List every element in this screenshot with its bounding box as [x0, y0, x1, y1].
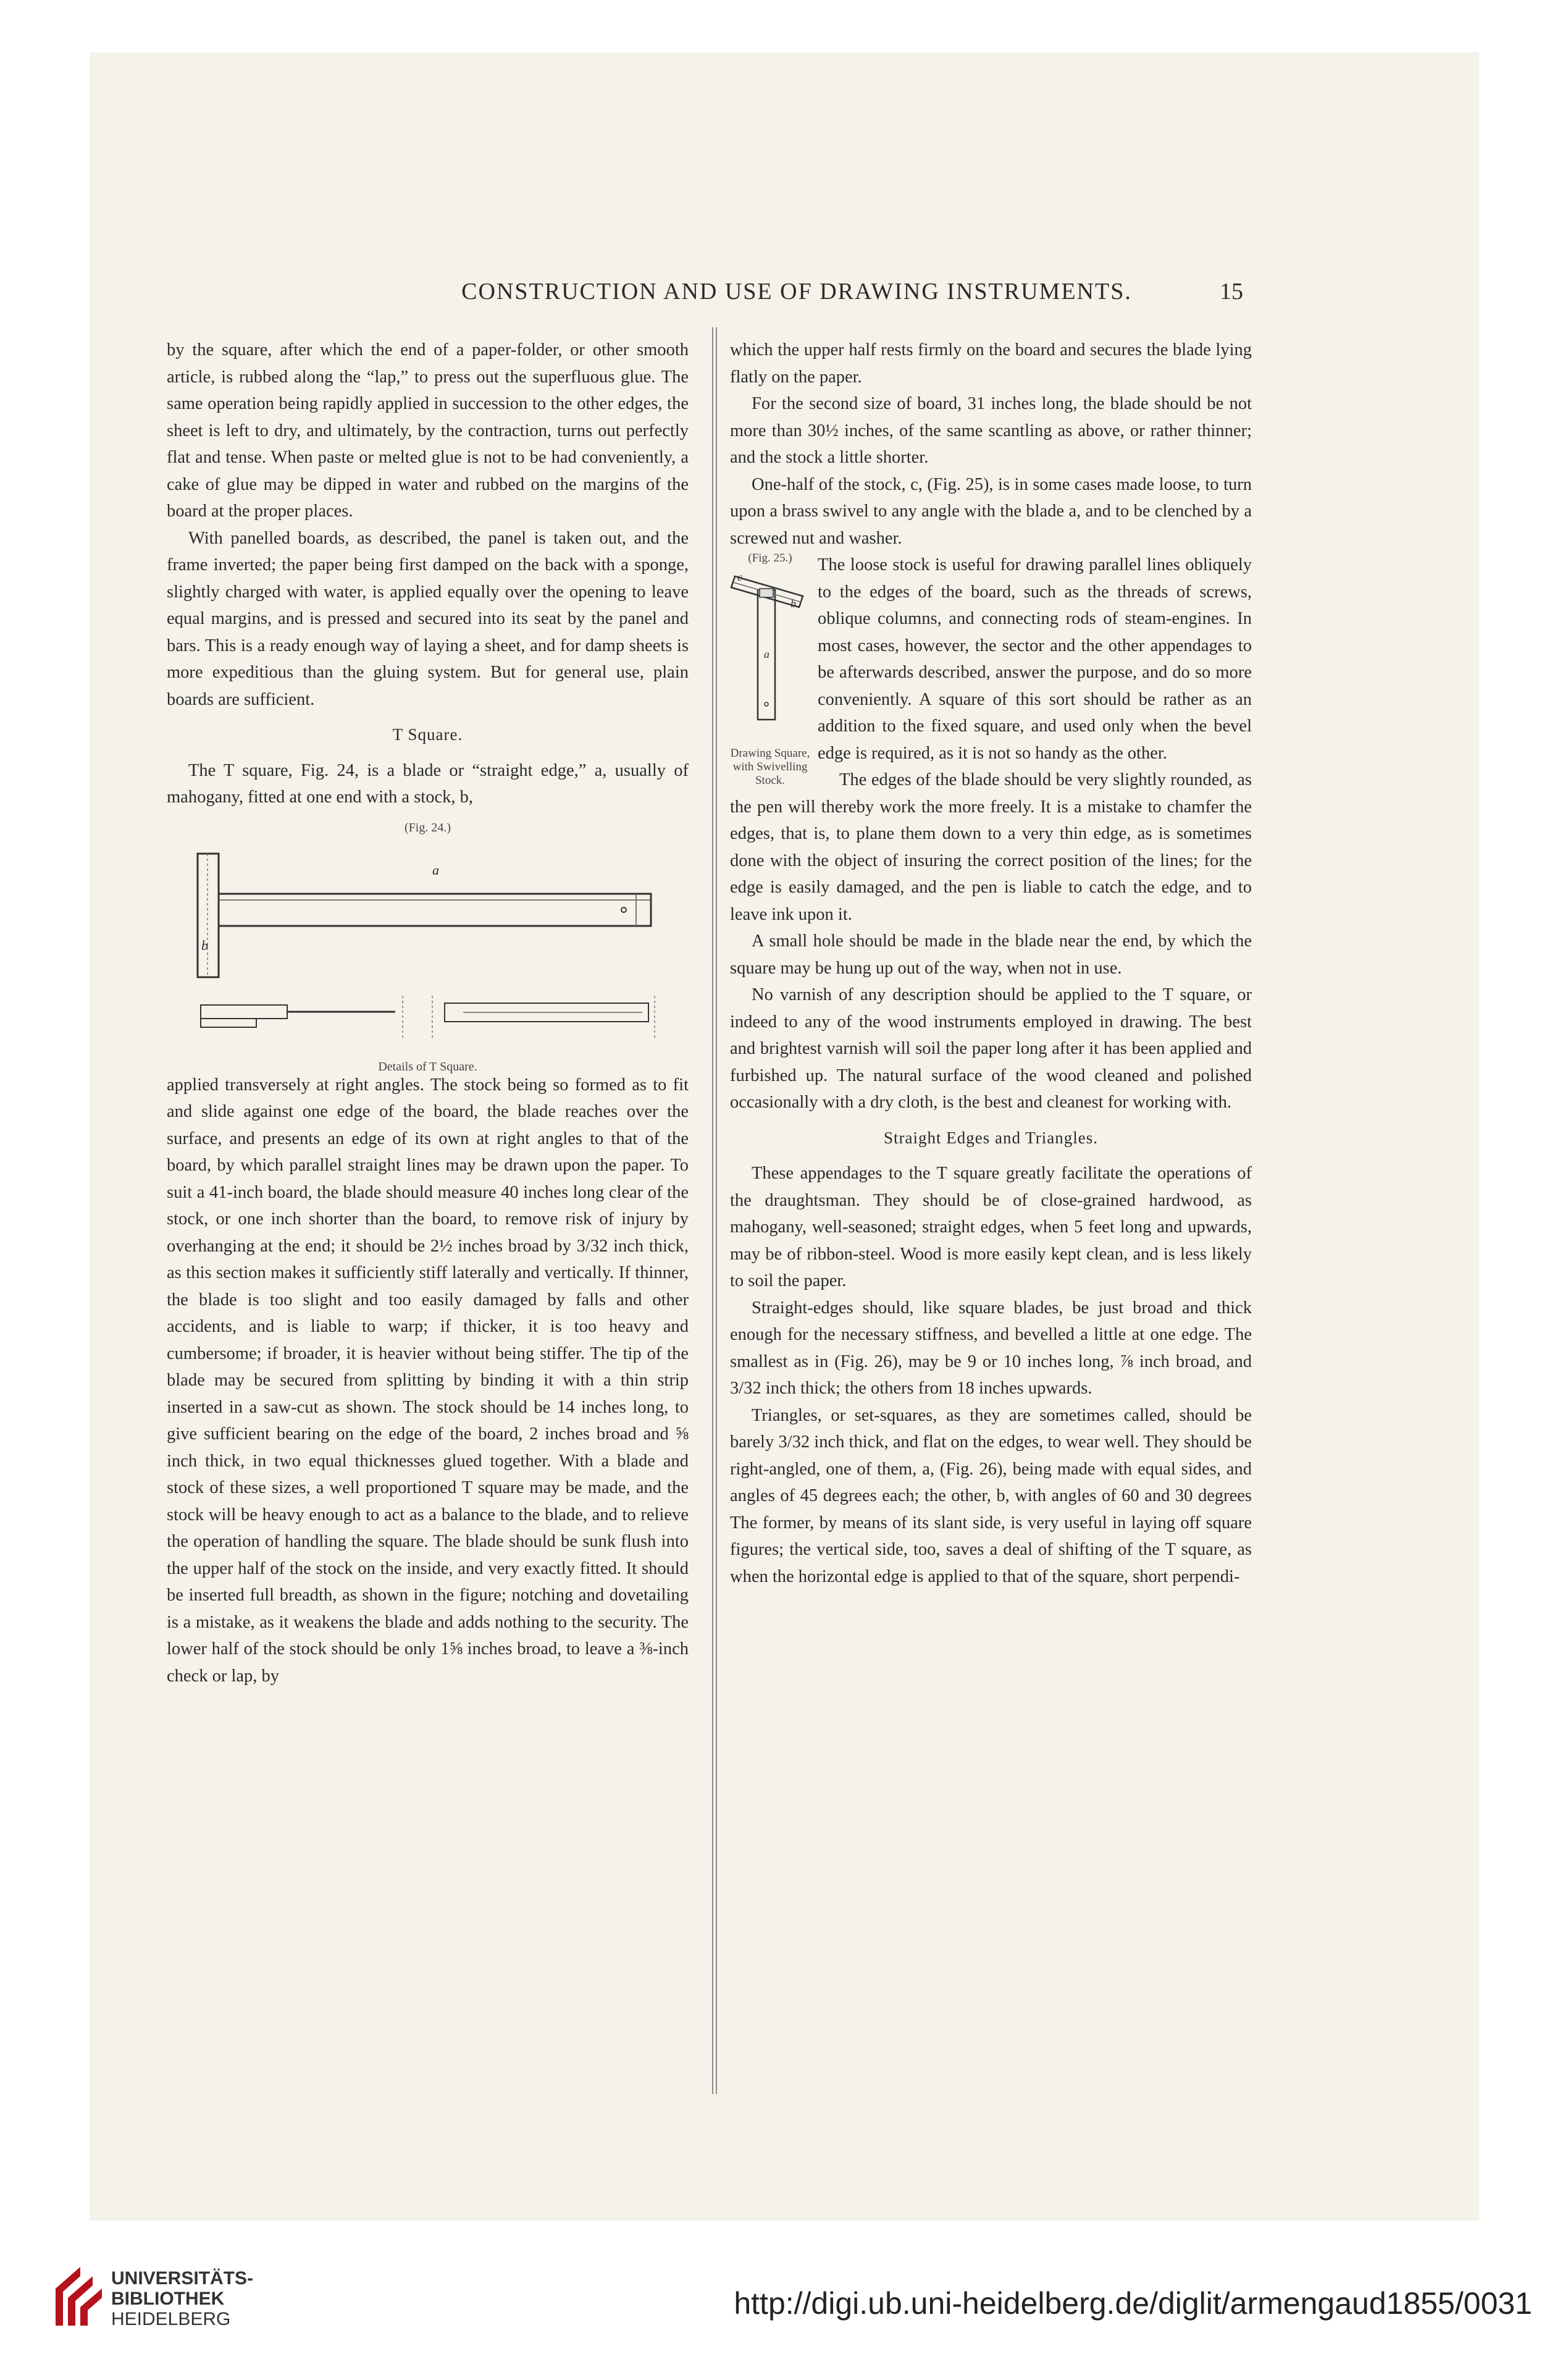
- figure-letter-a: a: [432, 862, 439, 878]
- section-title: Straight Edges and Triangles.: [884, 1128, 1098, 1147]
- library-name-line1: UNIVERSITÄTS-: [111, 2268, 254, 2289]
- paragraph: These appendages to the T square greatly facilitate the operations of the draughtsman. They should be of close-grained hardwood, as mahogany, well-seasoned; straight edges, when 5 feet long and upwards, may be of ribbon-steel. Wood is more easily kept clean, and is less likely to soil the paper.: [730, 1164, 1252, 1290]
- source-url-link[interactable]: http://digi.ub.uni-heidelberg.de/diglit/armengaud1855/0031: [734, 2286, 1532, 2321]
- paragraph: Triangles, or set-squares, as they are sometimes called, should be barely 3/32 inch thick, and flat on the edges, to wear well. They should be right-angled, one of them, a, (Fig. 26), being made with equal sides, and angles of 45 degrees each; the other, b, with angles of 60 and 30 degrees The former, by means of its slant side, is very useful in laying off square figures; the vertical side, too, saves a deal of shifting of the T square, as when the horizontal edge is applied to that of the square, short perpendi-: [730, 1405, 1252, 1586]
- paragraph: which the upper half rests firmly on the board and secures the blade lying flatly on the paper.: [730, 340, 1252, 387]
- figure-letter-a: a: [764, 648, 769, 660]
- paragraph: For the second size of board, 31 inches long, the blade should be not more than 30½ inches, of the same scantling as above, or rather thinner; and the stock a little shorter.: [730, 394, 1252, 467]
- t-square-drawing: [167, 841, 689, 1045]
- paragraph: applied transversely at right angles. The stock being so formed as to fit and slide against one edge of the board, the blade reaches over the surface, and presents an edge of its own at right angles to that of the board, by which parallel straight lines may be drawn upon the paper. To suit a 41-inch board, the blade should measure 40 inches long clear of the stock, or one inch shorter than the board, to remove risk of injury by overhanging at the end; it should be 2½ inches broad by 3/32 inch thick, as this section makes it sufficiently stiff laterally and vertically. If thinner, the blade is too slight and too easily damaged by falls and other accidents, and is liable to warp; if thicker, it is too heavy and cumbersome; if broader, it is heavier without being stiffer. The tip of the blade may be secured from splitting by binding it with a thin strip inserted in a saw-cut as shown. The stock should be 14 inches long, to give sufficient bearing on the edge of the board, 2 inches broad and ⅝ inch thick, in two equal thicknesses glued together. With a blade and stock of these sizes, a well proportioned T square may be made, and the stock will be heavy enough to act as a balance to the blade, and to relieve the operation of handling the square. The blade should be sunk flush into the upper half of the stock on the inside, and very exactly fitted. It should be inserted full breadth, as shown in the figure; notching and dovetailing is a mistake, as it weakens the blade and adds nothing to the security. The lower half of the stock should be only 1⅝ inches broad, to leave a ⅜-inch check or lap, by: [167, 1075, 689, 1686]
- library-name-line2: BIBLIOTHEK: [111, 2289, 225, 2309]
- paragraph: Straight-edges should, like square blades, be just broad and thick enough for the necessary stiffness, and bevelled a little at one edge. The smallest as in (Fig. 26), may be 9 or 10 inches long, ⅞ inch broad, and 3/32 inch thick; the others from 18 inches upwards.: [730, 1298, 1252, 1398]
- left-column: [167, 337, 689, 1689]
- figure-label: (Fig. 25.): [748, 552, 792, 565]
- figure-caption: Drawing Square, with Swivelling Stock.: [730, 746, 810, 787]
- figure-letter-b: b: [201, 937, 208, 953]
- paragraph: The loose stock is useful for drawing parallel lines obliquely to the edges of the board, such as the threads of screws, oblique columns, and connecting rods of steam-engines. In most cases, however, the sector and the other appendages to be afterwards described, answer the purpose, and do so more conveniently. A square of this sort should be rather as an addition to the fixed square, and used only when the bevel edge is required, as it is not so handy as the other.: [818, 555, 1252, 763]
- figure-letter-b: b: [790, 597, 796, 610]
- figure-letter-c: c: [737, 571, 742, 583]
- page-number: 15: [1220, 279, 1243, 305]
- library-name-line3: HEIDELBERG: [111, 2309, 231, 2329]
- figure-label: (Fig. 24.): [405, 820, 451, 835]
- running-header: CONSTRUCTION AND USE OF DRAWING INSTRUMENTS.: [461, 279, 1132, 305]
- paragraph: The edges of the blade should be very slightly rounded, as the pen will thereby work the more freely. It is a mistake to chamfer the edges, that is, to plane them down to a very thin edge, as is sometimes done with the object of insuring the correct position of the lines; for the edge is easily damaged, and the pen is liable to catch the edge, and to leave ink upon it.: [730, 770, 1252, 924]
- figure-caption: Details of T Square.: [378, 1059, 477, 1074]
- library-logo-icon: [43, 2264, 105, 2332]
- paragraph: A small hole should be made in the blade near the end, by which the square may be hung up out of the way, when not in use.: [730, 931, 1252, 978]
- figure-24: [167, 815, 689, 1074]
- figure-25: [730, 552, 810, 788]
- paragraph: The T square, Fig. 24, is a blade or “straight edge,” a, usually of mahogany, fitted at one end with a stock, b,: [167, 760, 689, 807]
- right-column: [730, 337, 1252, 1590]
- column-divider-second: [716, 327, 717, 2094]
- section-title: T Square.: [392, 725, 463, 744]
- paragraph: No varnish of any description should be applied to the T square, or indeed to any of the wood instruments employed in drawing. The best and brightest varnish will soil the paper long after it has been applied and furbished up. The natural surface of the wood cleaned and polished occasionally with a dry cloth, is the best and cleanest for working with.: [730, 985, 1252, 1112]
- paragraph: by the square, after which the end of a paper-folder, or other smooth article, is rubbed along the “lap,” to press out the superfluous glue. The same operation being rapidly applied in succession to the other edges, the sheet is left to dry, and ultimately, by the contraction, turns out perfectly flat and tense. When paste or melted glue is not to be had conveniently, a cake of glue may be dipped in water and rubbed on the margins of the board at the proper places.: [167, 340, 689, 521]
- paragraph: One-half of the stock, c, (Fig. 25), is in some cases made loose, to turn upon a brass swivel to any angle with the blade a, and to be clenched by a screwed nut and washer.: [730, 474, 1252, 548]
- column-divider: [712, 327, 713, 2094]
- paragraph: With panelled boards, as described, the panel is taken out, and the frame inverted; the paper being first damped on the back with a sponge, slightly charged with water, is applied equally over the opening to leave equal margins, and is pressed and secured into its seat by the panel and bars. This is a ready enough way of laying a sheet, and for damp sheets is more expeditious than the gluing system. But for general use, plain boards are sufficient.: [167, 528, 689, 709]
- library-name: [111, 2268, 253, 2329]
- swivel-square-drawing: [730, 565, 810, 738]
